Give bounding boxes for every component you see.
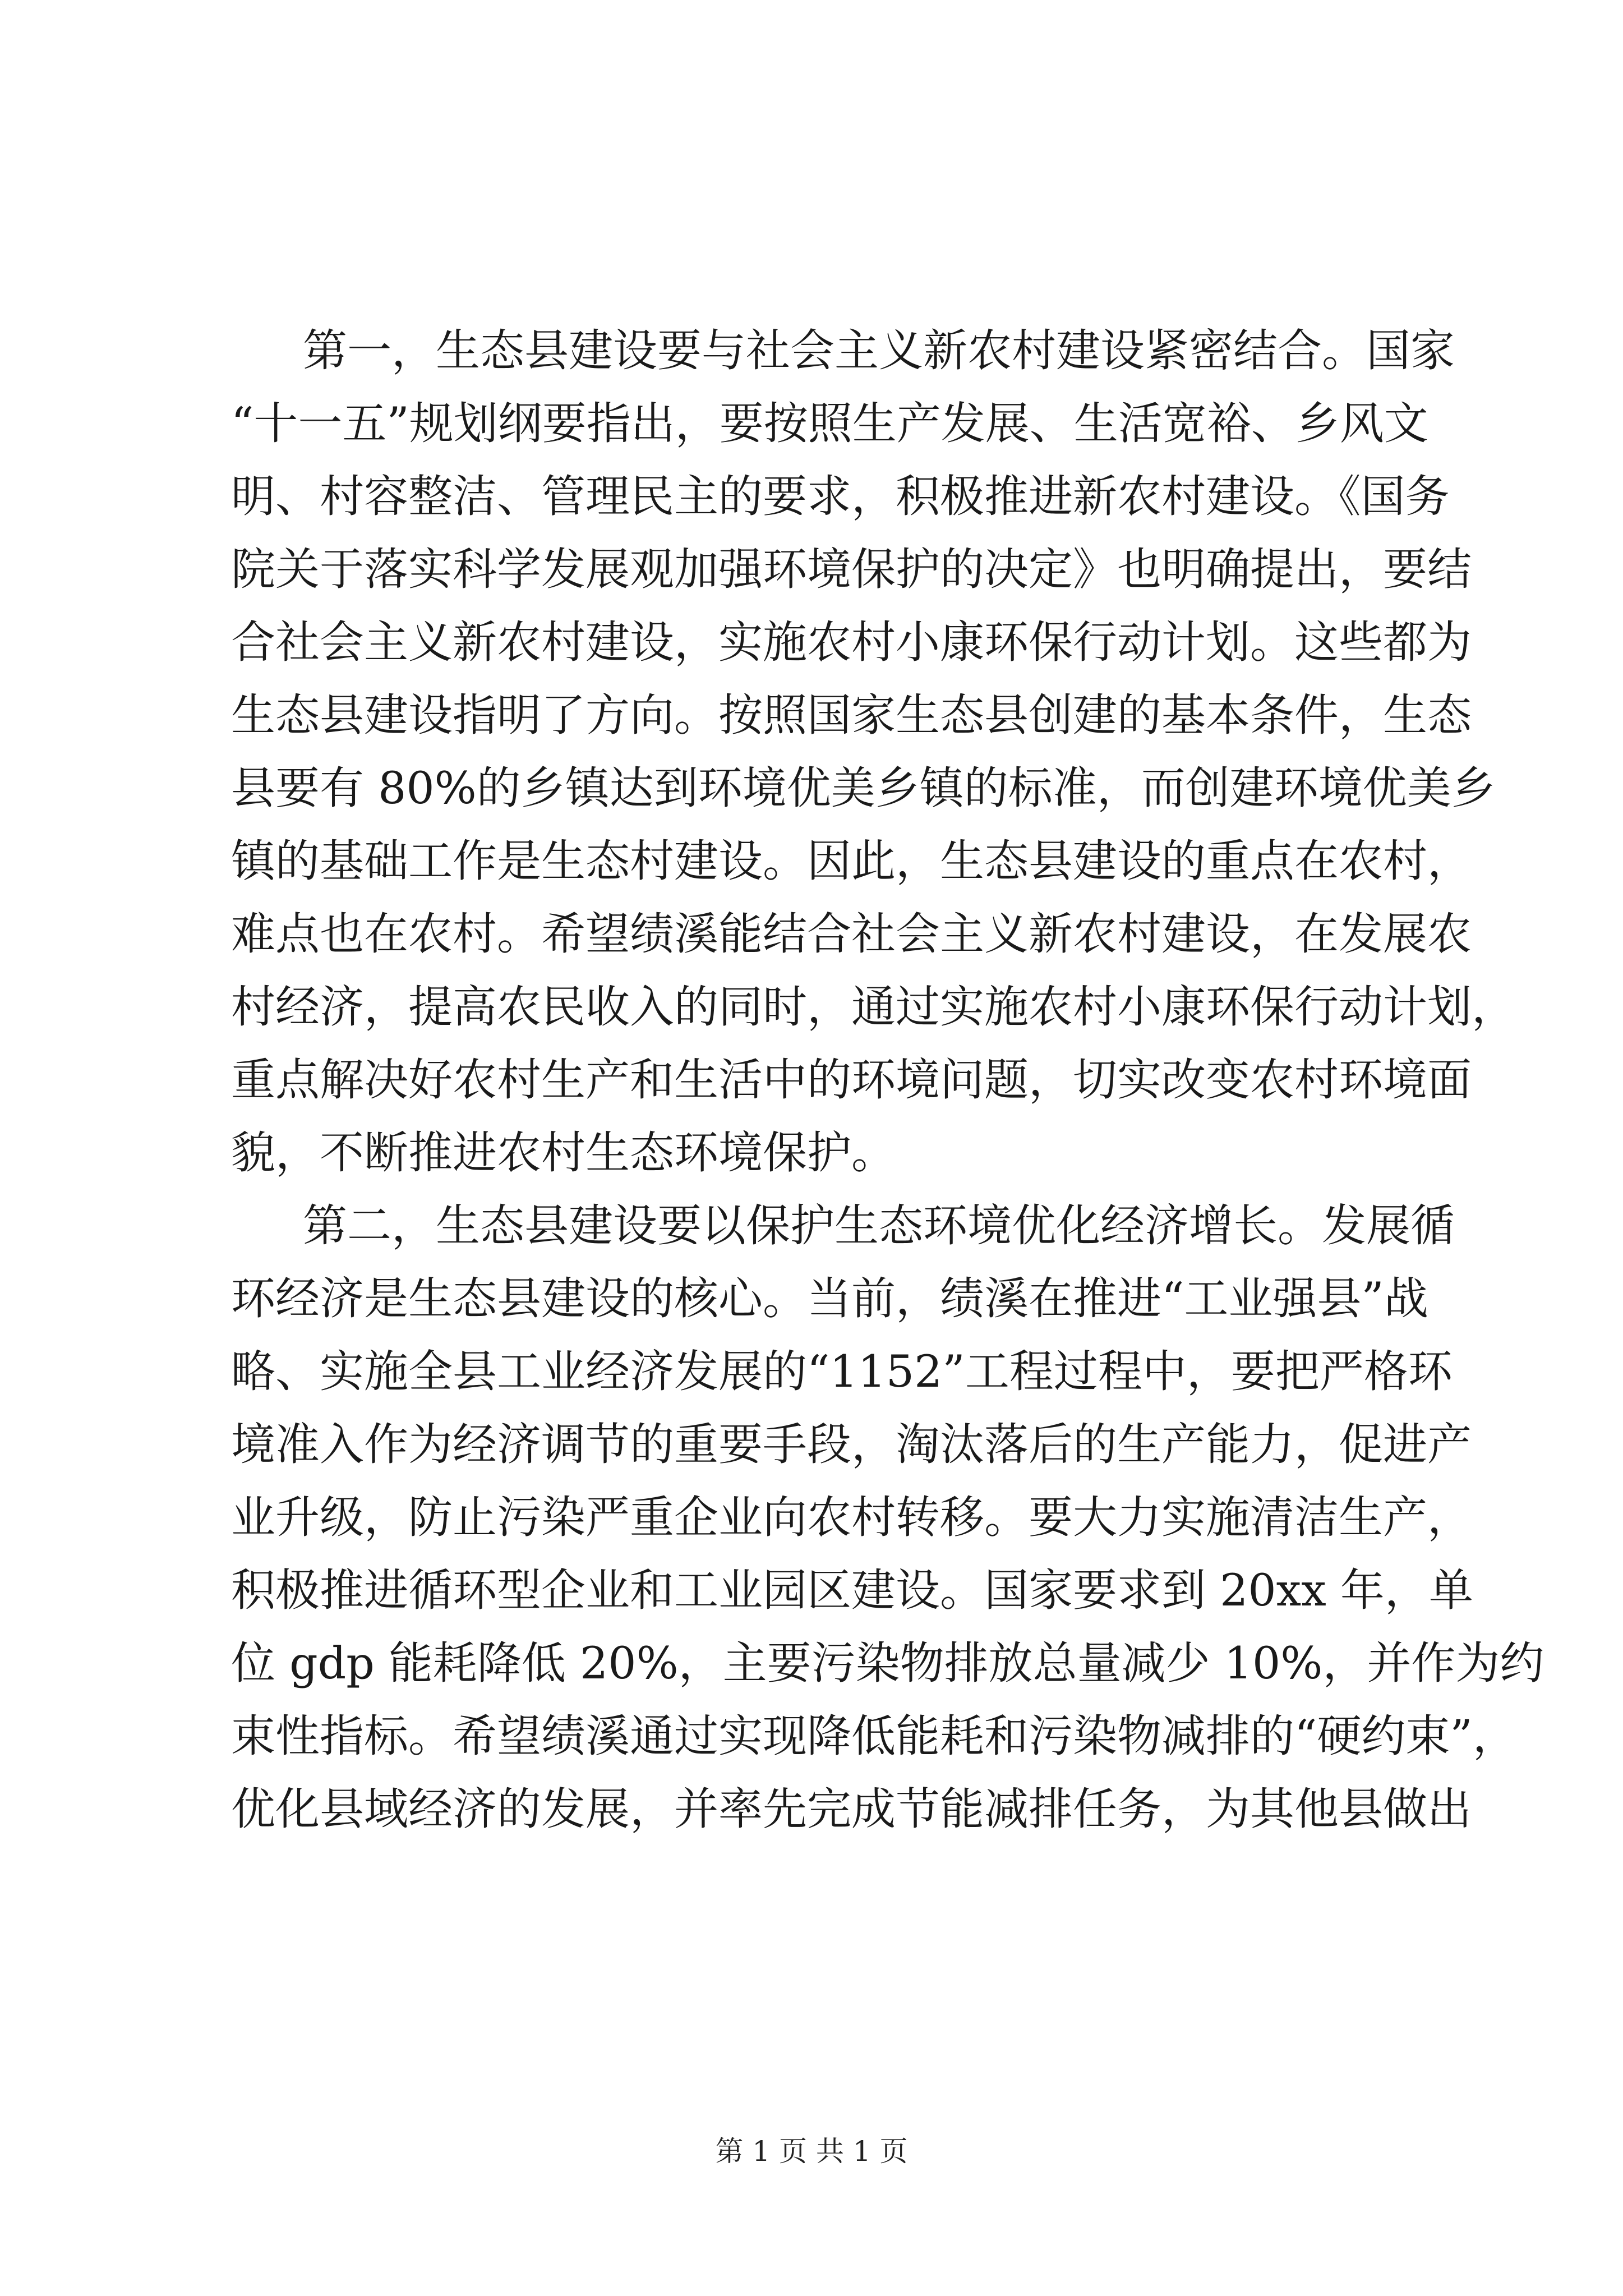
text-line: 积极推进循环型企业和工业园区建设。国家要求到 20xx 年，单 [231, 1565, 1473, 1616]
text-line: 略、实施全县工业经济发展的“1152”工程过程中，要把严格环 [231, 1346, 1453, 1397]
text-line: 环经济是生态县建设的核心。当前，绩溪在推进“工业强县”战 [231, 1273, 1428, 1324]
text-line: 合社会主义新农村建设，实施农村小康环保行动计划。这些都为 [231, 616, 1472, 668]
text-line: 明、村容整洁、管理民主的要求，积极推进新农村建设。《国务 [231, 471, 1450, 522]
text-line: 貌，不断推进农村生态环境保护。 [231, 1127, 896, 1179]
text-line: 村经济，提高农民收入的同时，通过实施农村小康环保行动计划， [231, 981, 1516, 1033]
text-line: 重点解决好农村生产和生活中的环境问题，切实改变农村环境面 [231, 1054, 1472, 1106]
text-line: 院关于落实科学发展观加强环境保护的决定》也明确提出，要结 [231, 544, 1472, 595]
text-line: 第二，生态县建设要以保护生态环境优化经济增长。发展循 [303, 1200, 1455, 1251]
text-line: “十一五”规划纲要指出，要按照生产发展、生活宽裕、乡风文 [231, 398, 1428, 449]
text-line: 第一，生态县建设要与社会主义新农村建设紧密结合。国家 [303, 325, 1455, 376]
text-line: 镇的基础工作是生态村建设。因此，生态县建设的重点在农村， [231, 835, 1472, 887]
text-line: 束性指标。希望绩溪通过实现降低能耗和污染物减排的“硬约束”， [231, 1710, 1517, 1762]
text-line: 业升级，防止污染严重企业向农村转移。要大力实施清洁生产， [231, 1492, 1472, 1543]
text-line: 优化县域经济的发展，并率先完成节能减排任务，为其他县做出 [231, 1783, 1472, 1835]
text-line: 位 gdp 能耗降低 20%，主要污染物排放总量减少 10%，并作为约 [231, 1637, 1544, 1689]
text-line: 境准入作为经济调节的重要手段，淘汰落后的生产能力，促进产 [231, 1419, 1472, 1470]
page-footer: 第 1 页 共 1 页 [715, 2135, 908, 2168]
text-line: 生态县建设指明了方向。按照国家生态县创建的基本条件，生态 [231, 689, 1472, 741]
text-line: 难点也在农村。希望绩溪能结合社会主义新农村建设，在发展农 [231, 908, 1472, 960]
text-line: 县要有 80%的乡镇达到环境优美乡镇的标准，而创建环境优美乡 [231, 762, 1496, 814]
